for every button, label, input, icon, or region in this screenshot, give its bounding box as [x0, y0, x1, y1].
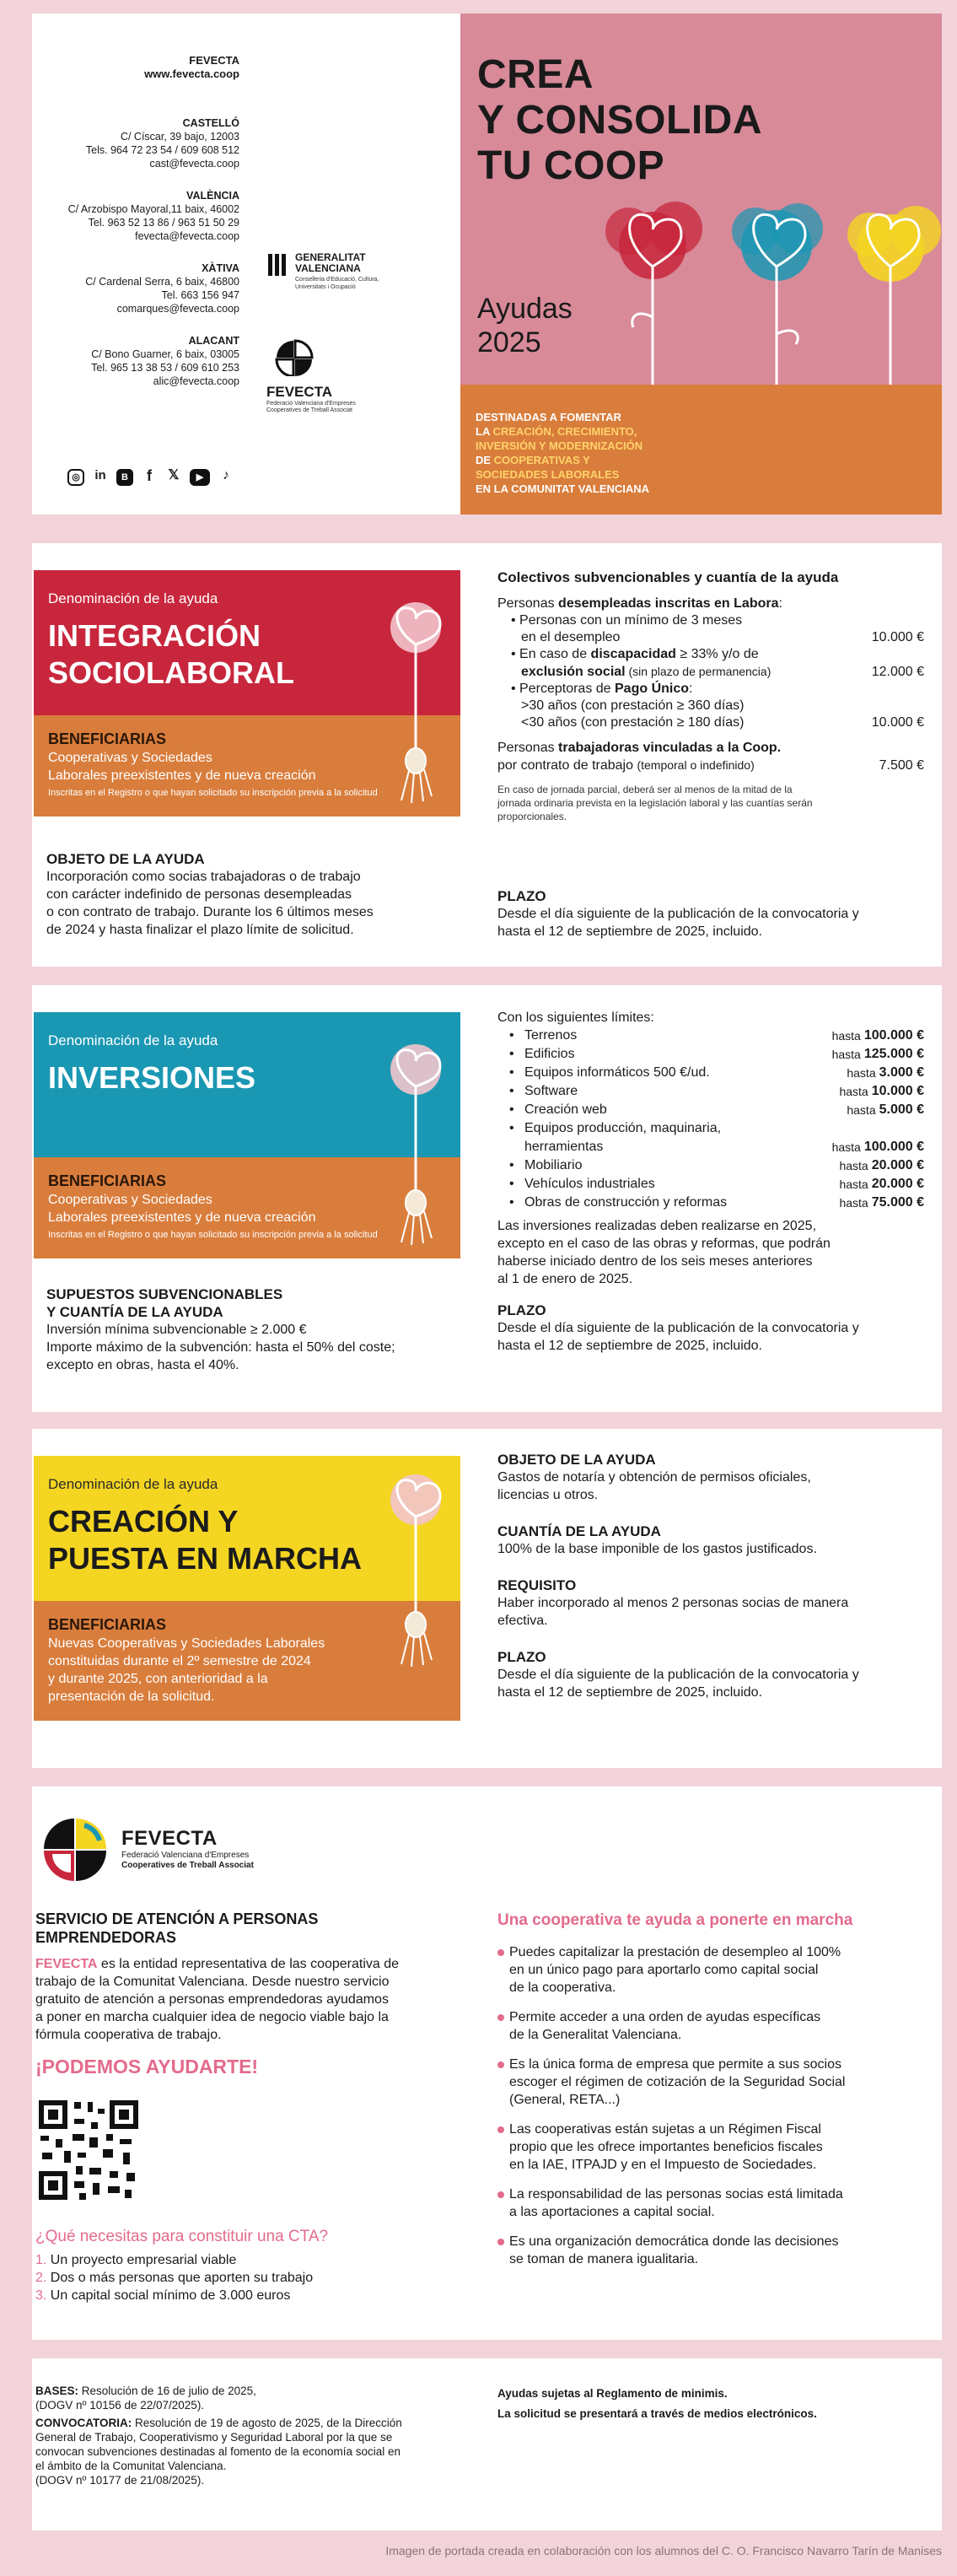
band-text-highlight: CREACIÓN, CRECIMIENTO, — [492, 425, 637, 438]
plazo-line: hasta el 12 de septiembre de 2025, incluido. — [497, 924, 762, 939]
aid-label: Denominación de la ayuda — [48, 590, 218, 606]
bullet-icon: • — [509, 1195, 514, 1210]
blog-icon[interactable]: B — [116, 469, 133, 486]
desc-line: fórmula cooperativa de trabajo. — [35, 2028, 222, 2042]
fevecta-logo — [35, 1810, 254, 1888]
limit-value: 10.000 € — [871, 1084, 924, 1098]
benefit-line: La responsabilidad de las personas socias está limitada — [509, 2187, 843, 2201]
contact-list — [32, 13, 239, 407]
beneficiaries-note: Inscritas en el Registro o que hayan solicitado su inscripción previa a la solicitud — [48, 1230, 378, 1240]
plazo-text — [497, 1319, 924, 1355]
aid-panel-creacion — [32, 1429, 942, 1768]
item-bold: discapacidad — [590, 647, 676, 661]
logo-sub2: Cooperatives de Treball Associat — [121, 1861, 254, 1870]
fevecta-logo-name: FEVECTA — [266, 384, 333, 400]
bullet-icon: • — [509, 1065, 514, 1080]
item-discapacidad — [511, 646, 924, 681]
supuestos-heading-line: SUPUESTOS SUBVENCIONABLES — [46, 1286, 283, 1302]
aid-title — [48, 1059, 255, 1097]
limit-value: 5.000 € — [879, 1102, 924, 1117]
org-website[interactable]: www.fevecta.coop — [144, 67, 239, 80]
limit-value: 75.000 € — [871, 1195, 924, 1210]
requisito-line: Haber incorporado al menos 2 personas socias de manera — [497, 1596, 849, 1610]
office-phone: Tel. 963 52 13 86 / 963 51 50 29 — [88, 217, 239, 229]
bullet-icon: • — [509, 1028, 514, 1043]
benefits-list — [497, 1943, 927, 2268]
band-line: DESTINADAS A FOMENTAR — [476, 411, 621, 423]
objeto-heading: OBJETO DE LA AYUDA — [46, 851, 205, 867]
fevecta-mark-icon — [266, 332, 320, 376]
cover-title-line: TU COOP — [477, 143, 665, 188]
band-text-plain: LA — [476, 425, 493, 438]
ayudas-year-value: 2025 — [477, 326, 541, 358]
facebook-icon[interactable]: f — [147, 467, 152, 484]
colectivos-heading: Colectivos subvencionables y cuantía de la ayuda — [497, 569, 839, 585]
beneficiaries-heading: BENEFICIARIAS — [48, 730, 167, 747]
beneficiaries-line: Laborales preexistentes y de nueva creación — [48, 1210, 316, 1225]
item-text: • Perceptoras de Pago Único: >30 años (con prestación ≥ 360 días) <30 años (con prestación ≥ 180 días) — [511, 682, 745, 730]
office-email[interactable]: alic@fevecta.coop — [153, 375, 239, 387]
band-text-highlight: SOCIEDADES LABORALES — [476, 468, 620, 481]
gva-shield-icon — [266, 252, 288, 278]
logo-sub1: Federació Valenciana d'Empreses — [121, 1851, 250, 1860]
group-text: : — [778, 596, 782, 611]
supuestos-line: Importe máximo de la subvención: hasta el 50% del coste; — [46, 1340, 395, 1355]
band-text-highlight: COOPERATIVAS Y — [493, 454, 590, 466]
need-text: Dos o más personas que aporten su trabajo — [50, 2271, 314, 2285]
service-panel — [32, 1786, 942, 2340]
beneficiaries-line: Laborales preexistentes y de nueva creación — [48, 768, 316, 783]
item-bold: exclusión social — [521, 665, 626, 679]
supuestos-heading-line: Y CUANTÍA DE LA AYUDA — [46, 1304, 223, 1320]
convocatoria-heading: CONVOCATORIA: — [35, 2417, 132, 2429]
plazo-section — [497, 887, 924, 940]
beneficiaries-line: Cooperativas y Sociedades — [48, 1193, 212, 1207]
item-line: Personas con un mínimo de 3 meses — [519, 613, 743, 628]
limit-name: Creación web — [524, 1102, 607, 1117]
limit-prefix: hasta — [839, 1159, 868, 1172]
item-value: 10.000 € — [871, 630, 924, 644]
office-city: XÀTIVA — [202, 262, 239, 274]
group-items — [497, 612, 924, 731]
beneficiaries-heading: BENEFICIARIAS — [48, 1616, 167, 1633]
limit-prefix: hasta — [831, 1048, 861, 1061]
limit-name: Terrenos — [524, 1028, 578, 1043]
beneficiaries-text — [48, 1191, 316, 1226]
instagram-icon[interactable]: ◎ — [67, 469, 84, 486]
office-alacant — [32, 334, 239, 388]
supuestos-section — [46, 1285, 468, 1374]
requisito-line: efectiva. — [497, 1614, 548, 1628]
benefit-line: propio que les ofrece importantes beneficios fiscales — [509, 2140, 823, 2154]
ayudas-label: Ayudas — [477, 293, 573, 325]
minimis-note: Ayudas sujetas al Reglamento de minimis. — [497, 2387, 728, 2400]
cuantia-text: 100% de la base imponible de los gastos justificados. — [497, 1542, 817, 1556]
bullet-icon: • — [509, 1177, 514, 1191]
objeto-line: o con contrato de trabajo. Durante los 6 últimos meses — [46, 905, 374, 919]
limit-value: 100.000 € — [863, 1140, 924, 1154]
limit-name: Software — [524, 1084, 578, 1098]
convocatoria-line: convocan subvenciones destinadas al fomento de la economía social en — [35, 2445, 401, 2458]
service-title — [35, 1910, 474, 1947]
convocatoria-line: General de Trabajo, Cooperativismo y Seguridad Laboral por la que se — [35, 2431, 393, 2444]
heart-flower-icon — [369, 585, 462, 805]
office-email[interactable]: comarques@fevecta.coop — [116, 303, 239, 315]
limit-prefix: hasta — [839, 1196, 868, 1210]
convocatoria-line: el ámbito de la Comunitat Valenciana. — [35, 2460, 227, 2472]
limit-value: 20.000 € — [871, 1177, 924, 1191]
bullet-icon: • — [509, 1121, 514, 1135]
benefit-item — [497, 2121, 927, 2174]
office-address: C/ Císcar, 39 bajo, 12003 — [120, 131, 239, 143]
group-vinculadas — [497, 740, 924, 774]
benefit-line: Las cooperativas están sujetas a un Régimen Fiscal — [509, 2122, 821, 2137]
benefit-item — [497, 2056, 927, 2109]
benefit-line: (General, RETA...) — [509, 2093, 621, 2107]
service-title-line: SERVICIO DE ATENCIÓN A PERSONAS — [35, 1910, 319, 1927]
beneficiaries-line: presentación de la solicitud. — [48, 1689, 215, 1704]
objeto-heading: OBJETO DE LA AYUDA — [497, 1452, 656, 1468]
objeto-line: Incorporación como socias trabajadoras o de trabajo — [46, 870, 361, 884]
service-right — [497, 1911, 927, 2280]
limit-name: Vehículos industriales — [524, 1177, 655, 1191]
bullet-icon: • — [509, 1158, 514, 1172]
item-pago-unico — [511, 681, 924, 731]
electronic-note: La solicitud se presentará a través de medios electrónicos. — [497, 2407, 817, 2420]
objeto-text — [497, 1469, 924, 1504]
office-phone: Tel. 663 156 947 — [161, 289, 239, 301]
limit-prefix: hasta — [831, 1140, 861, 1154]
benefit-line: Es la única forma de empresa que permite a sus socios — [509, 2057, 841, 2072]
item-note: (sin plazo de permanencia) — [625, 665, 772, 678]
bullet-icon: • — [509, 1084, 514, 1098]
item-line: : — [689, 682, 693, 696]
limit-item — [497, 1175, 924, 1194]
office-city: CASTELLÓ — [182, 117, 239, 129]
aid-title-line: INVERSIONES — [48, 1060, 256, 1095]
convocatoria-line: (DOGV nº 10177 de 21/08/2025). — [35, 2474, 205, 2487]
fevecta-logo-subtitle: Federació Valenciana d'Empreses Cooperatives de Treball Associat — [266, 401, 356, 413]
fevecta-color-mark-icon — [35, 1810, 113, 1888]
needs-list — [35, 2251, 474, 2304]
plazo-text — [497, 905, 924, 940]
aid-title-line: PUESTA EN MARCHA — [48, 1541, 363, 1576]
plazo-line: Desde el día siguiente de la publicación de la convocatoria y — [497, 907, 859, 921]
fevecta-highlight: FEVECTA — [35, 1957, 98, 1971]
objeto-section — [46, 850, 468, 939]
limit-prefix: hasta — [831, 1029, 861, 1043]
benefits-heading: Una cooperativa te ayuda a ponerte en marcha — [497, 1911, 853, 1929]
limits-heading: Con los siguientes límites: — [497, 1010, 654, 1025]
beneficiaries-text — [48, 749, 316, 784]
benefit-line: Permite acceder a una orden de ayudas específicas — [509, 2010, 821, 2024]
office-phone: Tel. 965 13 38 53 / 609 610 253 — [91, 362, 239, 374]
objeto-line: licencias u otros. — [497, 1488, 599, 1502]
aid-panel-inversiones — [32, 985, 942, 1412]
limits-list — [497, 1027, 924, 1212]
group-text: por contrato de trabajo — [497, 758, 637, 773]
office-city: ALACANT — [188, 335, 239, 347]
service-left — [35, 1910, 474, 2304]
beneficiaries-line: y durante 2025, con anterioridad a la — [48, 1672, 268, 1686]
plazo-line: Desde el día siguiente de la publicación de la convocatoria y — [497, 1668, 859, 1682]
plazo-heading: PLAZO — [497, 888, 546, 904]
office-address: C/ Bono Guarner, 6 baix, 03005 — [91, 348, 239, 360]
benefit-item — [497, 2185, 927, 2221]
group-text: Personas — [497, 596, 559, 611]
band-line — [476, 424, 649, 439]
office-valencia — [32, 189, 239, 243]
office-city: VALÈNCIA — [186, 190, 239, 202]
cover-title-line: Y CONSOLIDA — [477, 98, 762, 143]
header-panel — [32, 13, 942, 515]
item-line: en el desempleo — [521, 630, 621, 644]
inversiones-line: Las inversiones realizadas deben realizarse en 2025, — [497, 1219, 817, 1233]
band-line: EN LA COMUNITAT VALENCIANA — [476, 482, 650, 495]
requisito-heading: REQUISITO — [497, 1577, 577, 1593]
benefit-line: en la IAE, ITPAJD y en el Impuesto de Sociedades. — [509, 2158, 817, 2172]
benefit-line: de la Generalitat Valenciana. — [509, 2028, 682, 2042]
linkedin-icon[interactable]: in — [94, 468, 106, 482]
item-value: 12.000 € — [871, 665, 924, 679]
note-line: proporcionales. — [497, 811, 567, 822]
limit-name: Obras de construcción y reformas — [524, 1195, 728, 1210]
item-bold: Pago Único — [615, 682, 690, 696]
heart-flower-icon — [369, 1027, 462, 1247]
gva-title: GENERALITAT VALENCIANA — [295, 251, 366, 274]
group-note: (temporal o indefinido) — [637, 758, 755, 772]
band-text-highlight: INVERSIÓN Y MODERNIZACIÓN — [476, 439, 643, 452]
supuestos-line: excepto en obras, hasta el 40%. — [46, 1358, 239, 1372]
gva-logo — [266, 252, 396, 291]
benefit-line: Puedes capitalizar la prestación de desempleo al 100% — [509, 1945, 841, 1959]
benefit-line: se toman de manera igualitaria. — [509, 2252, 699, 2266]
gva-subtitle: Conselleria d'Educació, Cultura, Universitats i Ocupació — [295, 277, 379, 290]
benefit-item — [497, 2233, 927, 2268]
need-text: Un capital social mínimo de 3.000 euros — [50, 2288, 291, 2303]
slogan: ¡PODEMOS AYUDARTE! — [35, 2056, 259, 2078]
band-text-plain: DE — [476, 454, 494, 466]
desc-line: gratuito de atención a personas emprendedoras ayudamos — [35, 1992, 389, 2007]
office-email[interactable]: cast@fevecta.coop — [149, 158, 239, 170]
social-links — [67, 469, 234, 486]
supuestos-text — [46, 1321, 468, 1374]
limit-name: Equipos producción, maquinaria, — [524, 1121, 722, 1135]
beneficiaries-note: Inscritas en el Registro o que hayan solicitado su inscripción previa a la solicitud — [48, 788, 378, 798]
limit-prefix: hasta — [847, 1066, 876, 1080]
limit-item — [497, 1119, 924, 1138]
limits-section — [497, 1009, 924, 1355]
limit-name: herramientas — [524, 1140, 604, 1154]
aid-title-line: SOCIOLABORAL — [48, 655, 294, 690]
inversiones-line: haberse iniciado dentro de los seis meses anteriores — [497, 1254, 813, 1269]
limit-name: Equipos informáticos 500 €/ud. — [524, 1065, 710, 1080]
limit-value: 3.000 € — [879, 1065, 924, 1080]
beneficiaries-heading: BENEFICIARIAS — [48, 1172, 167, 1189]
supuestos-line: Inversión mínima subvencionable ≥ 2.000 € — [46, 1323, 307, 1337]
requisito-text — [497, 1594, 924, 1630]
limit-prefix: hasta — [839, 1085, 868, 1098]
bases-line: Resolución de 16 de julio de 2025, — [78, 2385, 256, 2397]
limit-name: Edificios — [524, 1047, 575, 1061]
creacion-details — [497, 1451, 924, 1701]
item-line: ≥ 33% y/o de — [675, 647, 759, 661]
inversiones-line: excepto en el caso de las obras y reformas, que podrán — [497, 1237, 831, 1251]
supuestos-heading — [46, 1285, 468, 1321]
fevecta-logo-small — [266, 332, 384, 414]
need-text: Un proyecto empresarial viable — [50, 2253, 237, 2267]
desc-line: trabajo de la Comunitat Valenciana. Desde nuestro servicio — [35, 1975, 390, 1989]
limit-item — [497, 1064, 924, 1082]
limit-prefix: hasta — [839, 1178, 868, 1191]
inversiones-line: al 1 de enero de 2025. — [497, 1272, 633, 1286]
office-xativa — [32, 261, 239, 315]
beneficiaries-line: Nuevas Cooperativas y Sociedades Laborales — [48, 1636, 325, 1651]
aid-title — [48, 1503, 362, 1577]
needs-heading: ¿Qué necesitas para constituir una CTA? — [35, 2228, 329, 2245]
plazo-line: hasta el 12 de septiembre de 2025, incluido. — [497, 1339, 762, 1353]
item-value: 10.000 € — [871, 715, 924, 730]
bullet-icon: • — [509, 1047, 514, 1061]
group-text-bold: desempleadas inscritas en Labora — [558, 596, 779, 611]
objeto-line: Gastos de notaría y obtención de permisos oficiales, — [497, 1470, 811, 1485]
aid-title-line: CREACIÓN Y — [48, 1504, 239, 1539]
bases-line: (DOGV nº 10156 de 22/07/2025). — [35, 2399, 205, 2412]
item-line: >30 años (con prestación ≥ 360 días) — [521, 698, 745, 713]
item-line: En caso de — [519, 647, 591, 661]
band-line — [476, 453, 649, 467]
group-text-bold: trabajadoras vinculadas a la Coop. — [558, 741, 782, 755]
image-credit: Imagen de portada creada en colaboración con los alumnos del C. O. Francisco Navarro Tarín de Manises — [385, 2544, 942, 2557]
bullet-icon: • — [509, 1102, 514, 1117]
qr-code-icon[interactable] — [35, 2097, 142, 2203]
plazo-line: Desde el día siguiente de la publicación de la convocatoria y — [497, 1321, 859, 1335]
youtube-icon[interactable]: ▶ — [190, 469, 210, 486]
inversiones-text — [497, 1217, 924, 1288]
need-item: 3. Un capital social mínimo de 3.000 euros — [35, 2288, 291, 2303]
need-item: 2. Dos o más personas que aporten su trabajo — [35, 2271, 314, 2285]
need-item: 1. Un proyecto empresarial viable — [35, 2253, 237, 2267]
x-icon[interactable]: 𝕏 — [168, 468, 180, 482]
limit-item — [497, 1156, 924, 1175]
note-line: jornada ordinaria prevista en la legislación laboral y las cuantías serán — [497, 797, 813, 809]
office-castello — [32, 116, 239, 170]
bullet-icon — [497, 1138, 524, 1156]
limit-item — [497, 1194, 924, 1212]
office-email[interactable]: fevecta@fevecta.coop — [135, 230, 239, 242]
legal-left — [35, 2384, 474, 2487]
benefit-item — [497, 2008, 927, 2044]
plazo-heading: PLAZO — [497, 1302, 546, 1318]
limit-item — [497, 1045, 924, 1064]
cover-title-line: CREA — [477, 52, 594, 97]
service-description — [35, 1955, 474, 2044]
benefit-line: a las aportaciones a capital social. — [509, 2205, 715, 2219]
cover-art — [460, 13, 942, 515]
limit-value: 20.000 € — [871, 1158, 924, 1172]
service-title-line: EMPRENDEDORAS — [35, 1929, 177, 1946]
item-line: Perceptoras de — [519, 682, 615, 696]
office-phone: Tels. 964 72 23 54 / 609 608 512 — [85, 144, 239, 156]
benefit-line: en un único pago para aportarlo como capital social — [509, 1963, 819, 1977]
cuantia-heading: CUANTÍA DE LA AYUDA — [497, 1523, 661, 1539]
benefit-item — [497, 1943, 927, 1997]
limit-prefix: hasta — [847, 1103, 876, 1117]
aid-title — [48, 617, 294, 692]
colectivos-section — [497, 569, 924, 823]
office-address: C/ Cardenal Serra, 6 baix, 46800 — [85, 276, 239, 288]
limit-item — [497, 1082, 924, 1101]
limit-value: 100.000 € — [863, 1028, 924, 1043]
convocatoria-line: Resolución de 19 de agosto de 2025, de la Dirección — [132, 2417, 402, 2429]
aid-label: Denominación de la ayuda — [48, 1032, 218, 1048]
item-line: <30 años (con prestación ≥ 180 días) — [521, 715, 745, 730]
item-desempleo — [511, 612, 924, 646]
objeto-line: con carácter indefinido de personas desempleadas — [46, 887, 352, 902]
item-value: 7.500 € — [879, 758, 924, 773]
group-text — [497, 740, 781, 774]
jornada-note — [497, 783, 924, 823]
limit-value: 125.000 € — [863, 1047, 924, 1061]
logo-name: FEVECTA — [121, 1827, 218, 1850]
desc-line: es la entidad representativa de las cooperativa de — [97, 1957, 400, 1971]
group-desempleadas — [497, 595, 924, 612]
beneficiaries-text — [48, 1635, 325, 1706]
beneficiaries-line: constituidas durante el 2º semestre de 2024 — [48, 1654, 311, 1668]
benefit-line: Es una organización democrática donde las decisiones — [509, 2234, 839, 2249]
office-address: C/ Arzobispo Mayoral,11 baix, 46002 — [67, 203, 239, 215]
limit-name: Mobiliario — [524, 1158, 583, 1172]
plazo-line: hasta el 12 de septiembre de 2025, incluido. — [497, 1685, 762, 1700]
limit-item — [497, 1101, 924, 1119]
plazo-text — [497, 1666, 924, 1701]
org-name: FEVECTA — [189, 54, 239, 67]
objeto-text — [46, 868, 468, 939]
beneficiaries-line: Cooperativas y Sociedades — [48, 751, 212, 765]
limit-item — [497, 1027, 924, 1045]
aid-panel-integracion — [32, 543, 942, 967]
bases-heading: BASES: — [35, 2385, 79, 2397]
item-text: • Personas con un mínimo de 3 meses en el desempleo — [511, 613, 743, 644]
aid-title-line: INTEGRACIÓN — [48, 618, 261, 653]
plazo-heading: PLAZO — [497, 1649, 546, 1665]
legal-right — [497, 2384, 927, 2424]
cover-band — [460, 385, 942, 515]
band-text — [476, 410, 649, 496]
note-line: En caso de jornada parcial, deberá ser al menos de la mitad de la — [497, 784, 793, 795]
item-text: • En caso de discapacidad ≥ 33% y/o de exclusión social (sin plazo de permanencia) — [511, 647, 772, 679]
benefit-line: de la cooperativa. — [509, 1981, 616, 1995]
group-text: Personas — [497, 741, 559, 755]
aid-label: Denominación de la ayuda — [48, 1476, 218, 1492]
heart-flower-icon — [369, 1458, 462, 1668]
limit-item — [497, 1138, 924, 1156]
benefit-line: escoger el régimen de cotización de la Seguridad Social — [509, 2075, 846, 2089]
legal-panel — [32, 2358, 942, 2530]
objeto-line: de 2024 y hasta finalizar el plazo límite de solicitud. — [46, 923, 354, 937]
tiktok-icon[interactable]: ♪ — [223, 468, 229, 482]
desc-line: a poner en marcha cualquier idea de negocio viable bajo la — [35, 2010, 389, 2024]
